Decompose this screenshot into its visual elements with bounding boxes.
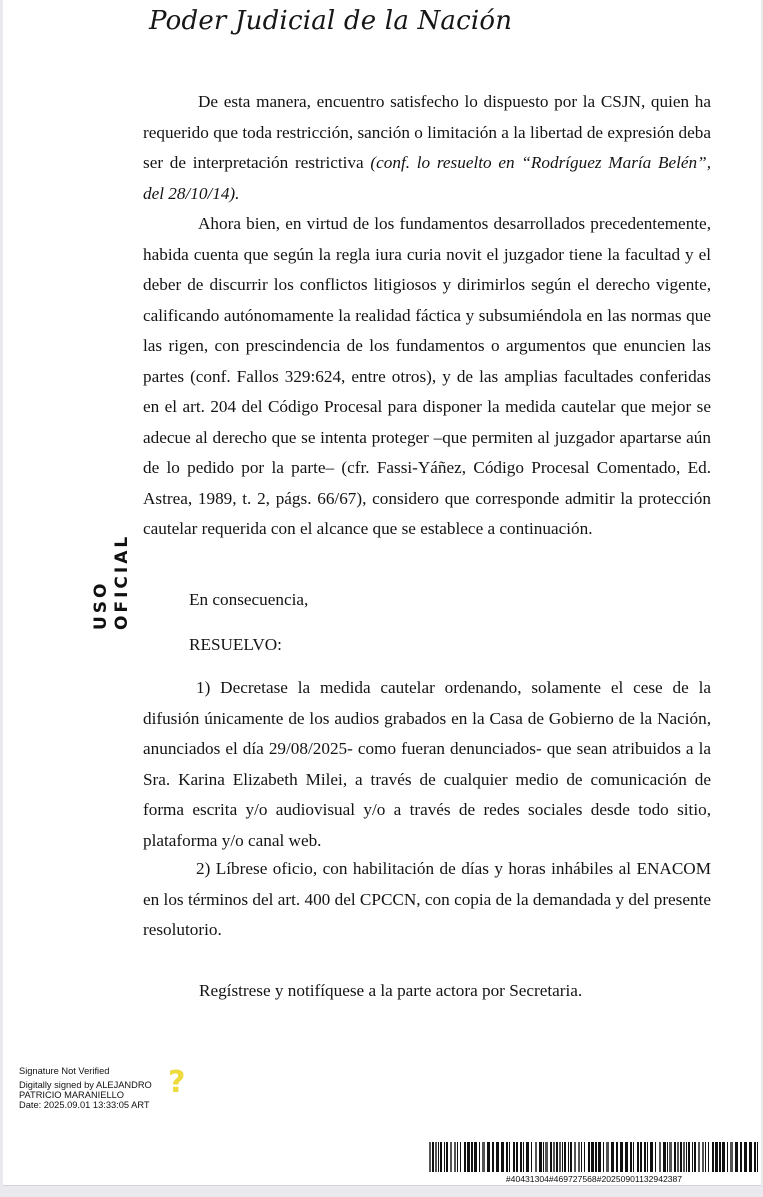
barcode-bar bbox=[526, 1142, 529, 1172]
barcode-bar bbox=[559, 1142, 561, 1172]
barcode-number: #40431304#469727568#20250901132942387 bbox=[505, 1174, 683, 1184]
barcode-bar bbox=[487, 1142, 490, 1172]
barcode-bar bbox=[630, 1142, 632, 1172]
barcode-bar bbox=[633, 1142, 634, 1172]
signature-signed-by: Digitally signed by ALEJANDRO bbox=[19, 1080, 152, 1090]
barcode-bar bbox=[574, 1142, 576, 1172]
resolution-item-1 bbox=[143, 673, 711, 856]
question-mark-icon[interactable]: ? bbox=[168, 1065, 186, 1100]
barcode-bar bbox=[677, 1142, 679, 1172]
barcode-bar bbox=[457, 1142, 458, 1172]
barcode-bar bbox=[460, 1142, 461, 1172]
barcode-bar bbox=[603, 1142, 604, 1172]
resolve-heading: RESUELVO: bbox=[189, 635, 282, 654]
barcode-bar bbox=[735, 1142, 738, 1172]
barcode-bar bbox=[705, 1142, 706, 1172]
barcode-bar bbox=[683, 1142, 685, 1172]
barcode-bar bbox=[674, 1142, 676, 1172]
barcode-bar bbox=[686, 1142, 687, 1172]
barcode-bar bbox=[474, 1142, 477, 1172]
barcode-bar bbox=[520, 1142, 522, 1172]
barcode-bar bbox=[471, 1142, 473, 1172]
barcode-bar bbox=[568, 1142, 569, 1172]
barcode-bar bbox=[757, 1142, 758, 1172]
barcode-bar bbox=[647, 1142, 648, 1172]
barcode-bar bbox=[680, 1142, 682, 1172]
barcode-bar bbox=[708, 1142, 709, 1172]
barcode-bar bbox=[506, 1142, 508, 1172]
barcode-bar bbox=[616, 1142, 618, 1172]
barcode-bar bbox=[446, 1142, 448, 1172]
digital-signature-block[interactable] bbox=[19, 1066, 152, 1110]
barcode-bar bbox=[692, 1142, 693, 1172]
barcode-bar bbox=[513, 1142, 515, 1172]
barcode-bar bbox=[562, 1142, 563, 1172]
barcode-bar bbox=[531, 1142, 532, 1172]
barcode-bar bbox=[611, 1142, 614, 1172]
barcode-bar bbox=[744, 1142, 747, 1172]
barcode-bar bbox=[501, 1142, 504, 1172]
barcode-bar bbox=[578, 1142, 580, 1172]
barcode-bar bbox=[482, 1142, 485, 1172]
barcode-bar bbox=[464, 1142, 466, 1172]
consequence-line: En consecuencia, bbox=[189, 590, 309, 609]
barcode bbox=[429, 1142, 759, 1172]
barcode-bar bbox=[727, 1142, 728, 1172]
barcode-bar bbox=[719, 1142, 721, 1172]
barcode-bar bbox=[606, 1142, 609, 1172]
barcode-bar bbox=[479, 1142, 480, 1172]
barcode-bar bbox=[740, 1142, 742, 1172]
paragraph-text: De esta manera, encuentro satisfecho lo dispuesto por la CSJN, quien ha requerido que toda restricción, sanción o limitación a la libertad de expresión deba ser de interpretación restrictiva bbox=[143, 92, 711, 172]
barcode-bar bbox=[669, 1142, 672, 1172]
letterhead-title: Poder Judicial de la Nación bbox=[149, 6, 513, 36]
barcode-bar bbox=[702, 1142, 704, 1172]
barcode-bar bbox=[730, 1142, 733, 1172]
barcode-bar bbox=[650, 1142, 653, 1172]
barcode-bar bbox=[496, 1142, 499, 1172]
barcode-bar bbox=[581, 1142, 582, 1172]
uso-oficial-stamp bbox=[91, 520, 135, 630]
barcode-bar bbox=[625, 1142, 628, 1172]
barcode-bar bbox=[667, 1142, 668, 1172]
barcode-bar bbox=[429, 1142, 431, 1172]
barcode-bar bbox=[435, 1142, 437, 1172]
barcode-bar bbox=[450, 1142, 452, 1172]
barcode-bar bbox=[584, 1142, 585, 1172]
barcode-bar bbox=[516, 1142, 518, 1172]
barcode-bar bbox=[663, 1142, 666, 1172]
barcode-bar bbox=[444, 1142, 445, 1172]
barcode-bar bbox=[598, 1142, 601, 1172]
barcode-bar bbox=[539, 1142, 542, 1172]
signature-signer-name: PATRICIO MARANIELLO bbox=[19, 1090, 125, 1100]
barcode-bar bbox=[588, 1142, 590, 1172]
paragraph-grounds bbox=[143, 209, 711, 545]
barcode-bar bbox=[432, 1142, 434, 1172]
signature-status: Signature Not Verified bbox=[19, 1066, 110, 1076]
barcode-bar bbox=[492, 1142, 494, 1172]
barcode-bar bbox=[712, 1142, 714, 1172]
barcode-bar bbox=[550, 1142, 552, 1172]
barcode-bar bbox=[535, 1142, 537, 1172]
barcode-bar bbox=[543, 1142, 544, 1172]
resolution-item-text: 2) Líbrese oficio, con habilitación de días y horas inhábiles al ENACOM en los términos del art. 400 del CPCCN, con copia de la demandada y del presente resolutorio. bbox=[143, 859, 711, 939]
barcode-bar bbox=[722, 1142, 725, 1172]
barcode-bar bbox=[553, 1142, 555, 1172]
barcode-bar bbox=[595, 1142, 597, 1172]
barcode-bar bbox=[467, 1142, 470, 1172]
resolution-item-2 bbox=[143, 854, 711, 946]
barcode-bar bbox=[591, 1142, 594, 1172]
signature-date: Date: 2025.09.01 13:33:05 ART bbox=[19, 1100, 150, 1110]
barcode-bar bbox=[640, 1142, 642, 1172]
barcode-bar bbox=[440, 1142, 442, 1172]
stamp-line-2: OFICIAL bbox=[112, 533, 132, 630]
barcode-bar bbox=[620, 1142, 623, 1172]
barcode-bar bbox=[564, 1142, 566, 1172]
barcode-bar bbox=[637, 1142, 639, 1172]
paragraph-csjn bbox=[143, 87, 711, 209]
barcode-bar bbox=[655, 1142, 656, 1172]
barcode-bar bbox=[570, 1142, 572, 1172]
barcode-bar bbox=[545, 1142, 548, 1172]
resolution-item-text: 1) Decretase la medida cautelar ordenando, solamente el cese de la difusión únicamente de los audios grabados en la Casa de Gobierno de la Nación, anunciados el día 29/08/2025- como fueran denunciados- que sean atribuidos a la Sra. Karina Elizabeth Milei, a través de cualquier medio de comunicación de forma escrita y/o audiovisual y/o a través de redes sociales desde todo sitio, plataforma y/o canal web. bbox=[143, 678, 711, 850]
barcode-bar bbox=[694, 1142, 696, 1172]
barcode-bar bbox=[454, 1142, 456, 1172]
barcode-bar bbox=[556, 1142, 558, 1172]
barcode-bar bbox=[715, 1142, 718, 1172]
document-page bbox=[3, 0, 761, 1186]
paragraph-text: Ahora bien, en virtud de los fundamentos desarrollados precedentemente, habida cuenta que según la regla iura curia novit el juzgador tiene la facultad y el deber de discurrir los conflictos litigiosos y dirimirlos según el derecho vigente, calificando autónomamente la realidad fáctica y subsumiéndola en las normas que las rigen, con prescindencia de los fundamentos o argumentos que enuncien las partes (conf. Fallos 329:624, entre otros), y de las amplias facultades conferidas en el art. 204 del Código Procesal para disponer la medida cautelar que mejor se adecue al derecho que se intenta proteger –que permiten al juzgador apartarse aún de lo pedido por la parte– (cfr. Fassi-Yáñez, Código Procesal Comentado, Ed. Astrea, 1989, t. 2, págs. 66/67), considero que corresponde admitir la protección cautelar requerida con el alcance que se establece a continuación. bbox=[143, 214, 711, 538]
barcode-bar bbox=[644, 1142, 646, 1172]
barcode-bar bbox=[754, 1142, 756, 1172]
barcode-bar bbox=[698, 1142, 700, 1172]
barcode-bar bbox=[659, 1142, 661, 1172]
barcode-bar bbox=[749, 1142, 752, 1172]
barcode-bar bbox=[523, 1142, 524, 1172]
stamp-line-1: USO bbox=[91, 580, 111, 630]
citation-text: (conf. lo resuelto en “Rodríguez María Belén”, del 28/10/14). bbox=[143, 153, 711, 203]
barcode-bar bbox=[438, 1142, 439, 1172]
closing-line: Regístrese y notifíquese a la parte actora por Secretaria. bbox=[199, 981, 583, 1000]
barcode-bar bbox=[688, 1142, 690, 1172]
barcode-bar bbox=[509, 1142, 510, 1172]
